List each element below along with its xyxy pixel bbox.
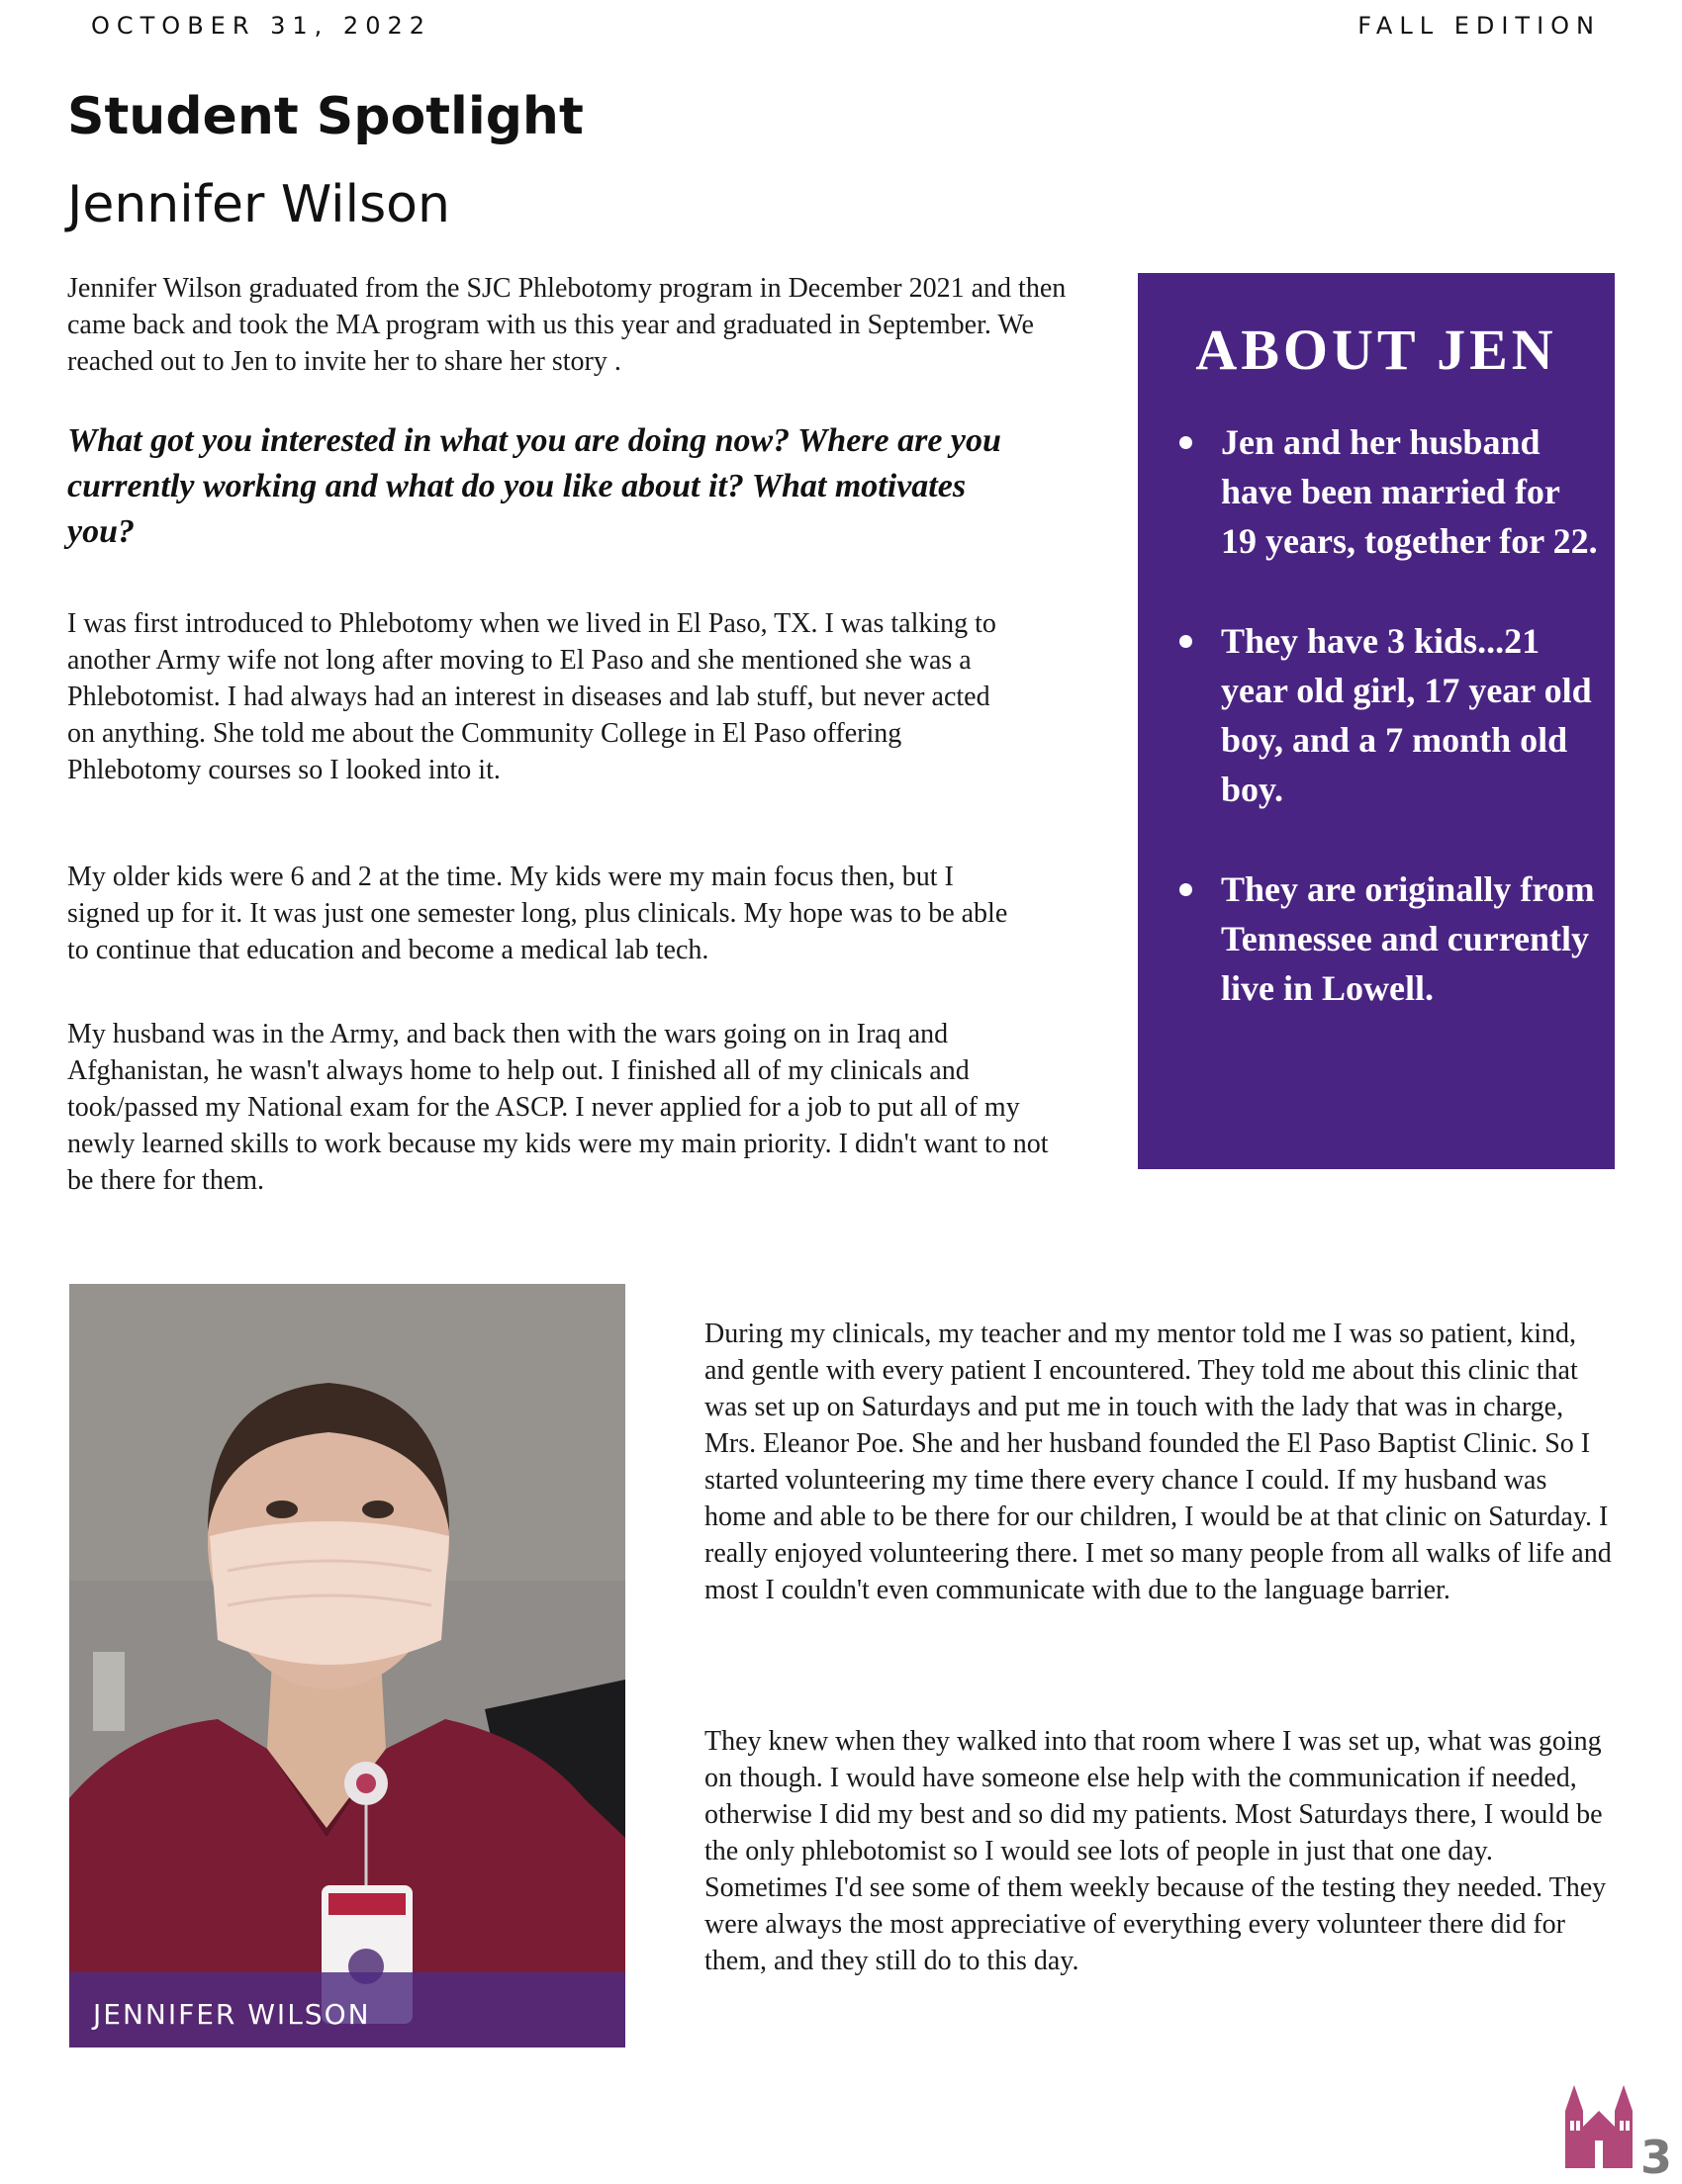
body-paragraph-1: I was first introduced to Phlebotomy when we lived in El Paso, TX. I was talking to another Army wife not long after moving to El Paso and she mentioned she was a Phlebotomist. I had always had an interest in diseases and lab stuff, but never acted on anything. She told me about the Community College in El Paso offering Phlebotomy courses so I looked into it. bbox=[67, 608, 996, 785]
portrait-illustration bbox=[69, 1284, 625, 2048]
edition-label: FALL EDITION bbox=[1357, 12, 1601, 40]
page-number: 3 bbox=[1639, 2131, 1672, 2184]
person-name: Jennifer Wilson bbox=[67, 175, 450, 234]
facts-list bbox=[1173, 417, 1599, 1063]
bullet-icon bbox=[1179, 883, 1192, 896]
fact-item bbox=[1173, 616, 1599, 814]
portrait-photo bbox=[69, 1284, 625, 2048]
fact-text: They have 3 kids...21 year old girl, 17 year old boy, and a 7 month old boy. bbox=[1221, 621, 1592, 809]
bullet-icon bbox=[1179, 436, 1192, 449]
body-paragraph-4: During my clinicals, my teacher and my mentor told me I was so patient, kind, and gentle with every patient I encountered. They told me about this clinic that was set up on Saturdays and put me in touch with the lady that was in charge, Mrs. Eleanor Poe. She and her husband founded the El Paso Baptist Clinic. So I started volunteering my time there every chance I could. If my husband was home and able to be there for our children, I would be at that clinic on Saturday. I really enjoyed volunteering there. I met so many people from all walks of life and most I couldn't even communicate with due to the language barrier. bbox=[704, 1319, 1612, 1605]
interview-question: What got you interested in what you are doing now? Where are you currently working and what do you like about it? What motivates you? bbox=[67, 422, 1001, 550]
college-logo-icon bbox=[1561, 2081, 1636, 2168]
bullet-icon bbox=[1179, 635, 1192, 648]
fact-text: They are originally from Tennessee and currently live in Lowell. bbox=[1221, 869, 1595, 1008]
sidebar-title: ABOUT JEN bbox=[1195, 318, 1557, 382]
section-title: Student Spotlight bbox=[67, 87, 584, 146]
fact-text: Jen and her husband have been married for 19 years, together for 22. bbox=[1221, 422, 1598, 561]
issue-date: OCTOBER 31, 2022 bbox=[91, 12, 432, 40]
about-sidebar bbox=[1138, 273, 1615, 1169]
body-paragraph-2: My older kids were 6 and 2 at the time. My kids were my main focus then, but I signed up for it. It was just one semester long, plus clinicals. My hope was to be able to continue that education and become a medical lab tech. bbox=[67, 862, 1008, 965]
body-paragraph-3: My husband was in the Army, and back then with the wars going on in Iraq and Afghanistan, he wasn't always home to help out. I finished all of my clinicals and took/passed my National exam for the ASCP. I never applied for a job to put all of my newly learned skills to work because my kids were my main priority. I didn't want to not be there for them. bbox=[67, 1019, 1049, 1196]
fact-item bbox=[1173, 417, 1599, 566]
body-paragraph-5: They knew when they walked into that room where I was set up, what was going on though. I would have someone else help with the communication if needed, otherwise I did my best and so did my patients. Most Saturdays there, I would be the only phlebotomist so I would see lots of people in just that one day. Sometimes I'd see some of them weekly because of the testing they needed. They were always the most appreciative of everything every volunteer there did for them, and they still do to this day. bbox=[704, 1726, 1607, 1976]
intro-paragraph: Jennifer Wilson graduated from the SJC Phlebotomy program in December 2021 and then came back and took the MA program with us this year and graduated in September. We reached out to Jen to invite her to share her story . bbox=[67, 273, 1067, 377]
photo-caption: JENNIFER WILSON bbox=[93, 1998, 371, 2031]
fact-item bbox=[1173, 864, 1599, 1013]
